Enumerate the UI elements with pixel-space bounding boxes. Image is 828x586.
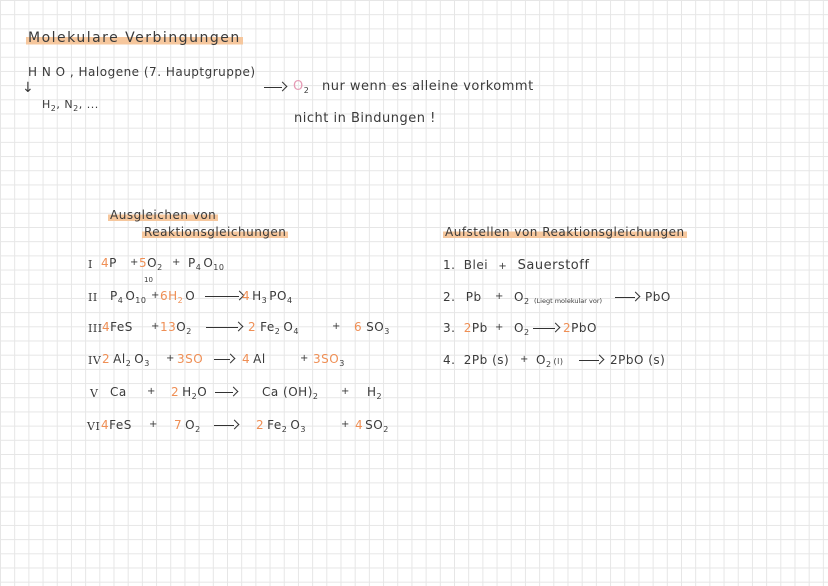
formula: SO (366, 320, 385, 334)
left-heading-1 (108, 207, 218, 223)
formula: H (367, 385, 377, 399)
n-symbol: , N (56, 98, 74, 111)
sub: 4 (286, 296, 293, 305)
right-row-3-product (563, 320, 597, 336)
coef: 6 (354, 320, 363, 334)
formula: FeS (109, 418, 132, 432)
sub: 2 (523, 328, 530, 337)
elements-line: H N O , Halogene (7. Hauptgruppe) (28, 65, 256, 79)
sub: 2 (545, 360, 552, 369)
right-row-2-product: PbO (645, 290, 671, 304)
coef: 2 (563, 321, 572, 335)
formula: P (110, 289, 118, 303)
right-row-3-arrow-icon (533, 323, 559, 333)
sub: 2 (186, 327, 192, 336)
sub: 4 (195, 263, 202, 272)
right-heading (443, 224, 687, 240)
coef: 4 (101, 418, 110, 432)
oxygen-symbol: O (293, 79, 304, 94)
roman-1: I (88, 258, 93, 271)
reactant-a: Pb (471, 321, 488, 335)
reactant-a: 2Pb (s) (463, 353, 510, 367)
formula: O (514, 290, 524, 304)
eq2-arrow-icon (205, 291, 243, 301)
eq6-reactant-a (101, 417, 132, 433)
formula: PO (269, 289, 287, 303)
h-sub: 2 (50, 104, 57, 113)
right-row-4-arrow-icon (579, 355, 603, 365)
right-row-2-note: (Liegt molekular vor) (534, 297, 603, 305)
coef: 13 (160, 320, 177, 334)
sub: 2 (274, 327, 281, 336)
left-heading-2 (142, 224, 288, 240)
coef: 4 (101, 256, 110, 270)
roman-6: VI (87, 420, 101, 433)
coef: 2 (256, 418, 265, 432)
eq6-plus-2: + (341, 419, 350, 430)
roman-3: III (88, 322, 103, 335)
eq3-reactant-a (102, 319, 133, 335)
right-row-4 (443, 352, 509, 368)
coef: 4 (102, 320, 111, 334)
roman-5: V (90, 387, 99, 400)
sub: 2 (523, 297, 530, 306)
formula: H (182, 385, 192, 399)
right-row-2-oxygen (514, 289, 530, 310)
right-row-3-plus: + (495, 322, 504, 333)
note-line (293, 79, 534, 99)
formula: SO (321, 352, 340, 366)
formula: Ca (OH) (262, 385, 313, 399)
eq3-product-b (354, 319, 390, 340)
eq6-arrow-icon (214, 420, 238, 430)
eq5-plus-1: + (147, 386, 156, 397)
sub: 3 (144, 359, 150, 368)
coef: 3 (313, 352, 322, 366)
formula: O (283, 320, 294, 334)
sub: 2 (125, 359, 132, 368)
sub: 2 (191, 392, 198, 401)
oxygen-sub: 2 (303, 86, 310, 95)
right-row-1 (443, 257, 589, 275)
title-text: Molekulare Verbingungen (28, 30, 241, 46)
coef: 2 (171, 385, 180, 399)
coef: 3 (177, 352, 186, 366)
sub: 10 (135, 296, 147, 305)
eq6-product-b (355, 417, 389, 438)
formula: Al (113, 352, 126, 366)
formula: SO (185, 352, 204, 366)
eq4-plus-2: + (300, 353, 309, 364)
sub: 2 (157, 263, 163, 272)
formula: O (290, 418, 301, 432)
formula: Fe (260, 320, 275, 334)
coef: 4 (242, 289, 251, 303)
diatomic-line (42, 97, 99, 117)
sub: 2 (195, 425, 201, 434)
eq3-plus-1: + (151, 321, 160, 332)
formula: O (536, 353, 546, 367)
plus: + (498, 261, 508, 272)
row-number: 2. (443, 290, 456, 304)
coef: 7 (174, 418, 183, 432)
formula: O (147, 256, 158, 270)
reactant-b: Sauerstoff (517, 258, 590, 273)
formula: O (514, 321, 524, 335)
coef: 2 (102, 352, 111, 366)
coef: 2 (463, 321, 472, 335)
eq5-product-a (262, 384, 318, 405)
formula: O (185, 289, 196, 303)
eq3-product-a (248, 319, 299, 340)
formula: P (188, 256, 196, 270)
left-heading-2-text: Reaktionsgleichungen (144, 225, 287, 239)
formula: O (176, 320, 187, 334)
eq1-product (188, 255, 224, 276)
formula: FeS (110, 320, 133, 334)
row-number: 1. (443, 258, 456, 272)
right-row-4-oxygen (536, 352, 564, 373)
coef: 2 (248, 320, 257, 334)
eq6-product-a (256, 417, 306, 438)
sub: 3 (384, 327, 390, 336)
eq6-reactant-b (174, 417, 201, 438)
down-arrow-icon: ↓ (22, 80, 35, 96)
eq4-plus-1: + (166, 353, 175, 364)
right-row-3-oxygen (514, 320, 530, 341)
eq5-reactant-b (171, 384, 207, 405)
roman-2: II (88, 291, 98, 304)
ellipsis: , ... (78, 98, 99, 111)
right-heading-text: Aufstellen von Reaktionsgleichungen (445, 225, 685, 239)
right-arrow-icon (264, 82, 286, 92)
formula: Al (253, 352, 266, 366)
coef: 6 (160, 289, 169, 303)
eq4-arrow-icon (214, 354, 234, 364)
note-line-2: nicht in Bindungen ! (294, 111, 436, 126)
eq1-plus-2: + (172, 257, 181, 268)
eq1-small-note: 10 (144, 276, 153, 284)
sub: 3 (300, 425, 306, 434)
eq1-plus-1: + (130, 257, 139, 268)
eq2-reactant-a (110, 288, 146, 309)
eq3-reactant-b (160, 319, 192, 340)
eq2-product (242, 288, 293, 309)
formula: SO (365, 418, 384, 432)
formula: PbO (571, 321, 597, 335)
reactant-a: Pb (465, 290, 482, 304)
note-text: nur wenn es alleine vorkommt (321, 79, 534, 94)
sub: 2 (281, 425, 288, 434)
eq3-arrow-icon (206, 322, 242, 332)
eq5-product-b (367, 384, 382, 405)
formula: P (109, 256, 117, 270)
sub: 2 (376, 392, 383, 401)
eq3-plus-2: + (332, 321, 341, 332)
sub: 4 (293, 327, 299, 336)
right-row-2-plus: + (495, 291, 504, 302)
state: (l) (553, 357, 564, 366)
eq5-plus-2: + (341, 386, 350, 397)
eq5-reactant-a: Ca (110, 385, 127, 399)
formula: O (134, 352, 145, 366)
coef: 5 (139, 256, 148, 270)
eq4-product-b (313, 351, 345, 372)
eq1-reactant-a (101, 255, 117, 271)
sub: 10 (213, 263, 225, 272)
roman-4: IV (88, 354, 102, 367)
sub: 4 (117, 296, 124, 305)
formula: O (125, 289, 136, 303)
n-sub: 2 (73, 104, 79, 113)
formula: Fe (267, 418, 282, 432)
formula: O (185, 418, 196, 432)
coef: 4 (242, 352, 251, 366)
eq4-product-a (242, 351, 266, 367)
right-row-4-product: 2PbO (s) (610, 353, 666, 367)
row-number: 3. (443, 321, 456, 335)
sub: 2 (383, 425, 389, 434)
h-symbol: H (42, 98, 51, 111)
sub: 2 (312, 392, 319, 401)
formula: H (168, 289, 178, 303)
page-title (26, 30, 243, 46)
row-number: 4. (443, 353, 456, 367)
eq2-reactant-b (160, 288, 195, 309)
left-heading-1-text: Ausgleichen von (110, 208, 217, 222)
reactant-a: Blei (463, 258, 489, 272)
eq4-reactant-a (102, 351, 150, 372)
coef: 4 (355, 418, 364, 432)
right-row-3 (443, 320, 488, 336)
formula: O (197, 385, 208, 399)
sub: 3 (339, 359, 345, 368)
formula: H (252, 289, 262, 303)
eq4-reactant-b (177, 351, 203, 372)
right-row-4-plus: + (520, 354, 529, 365)
eq6-plus-1: + (149, 419, 158, 430)
formula: O (203, 256, 214, 270)
eq5-arrow-icon (215, 387, 237, 397)
right-row-2 (443, 289, 482, 305)
sub: 2 (177, 296, 184, 305)
right-row-2-arrow-icon (615, 292, 639, 302)
eq2-plus: + (151, 290, 160, 301)
sub: 3 (261, 296, 268, 305)
